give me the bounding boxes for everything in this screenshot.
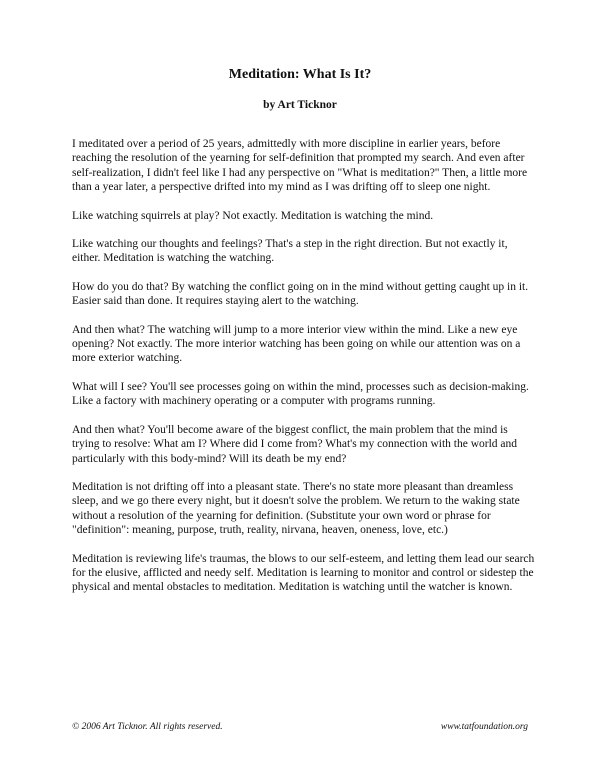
document-title: Meditation: What Is It?: [228, 67, 372, 82]
page-footer: [72, 721, 528, 733]
paragraph: Like watching our thoughts and feelings? That's a step in the right direction. But not exactly it, either. Meditation is watching the watching.: [72, 238, 508, 265]
footer-website: www.tatfoundation.org: [440, 722, 528, 732]
paragraph: I meditated over a period of 25 years, admittedly with more discipline in earlier years, before reaching the resolution of the yearning for self-definition that prompted my search. And even after self-realization, I didn't feel like I had any perspective on "What is meditation?" Then, a little more than a year later, a perspective drifted into my mind as I was drifting off to sleep one night.: [72, 138, 528, 194]
paragraph: And then what? The watching will jump to a more interior view within the mind. Like a new eye opening? Not exactly. The more interior watching has been going on while our attention was on a more exterior watching.: [72, 323, 521, 365]
paragraph: Meditation is reviewing life's traumas, the blows to our self-esteem, and letting them lead our search for the elusive, afflicted and needy self. Meditation is learning to monitor and control or sidestep the physical and mental obstacles to meditation. Meditation is watching until the watcher is known.: [72, 552, 535, 594]
paragraph: And then what? You'll become aware of the biggest conflict, the main problem that the mind is trying to resolve: What am I? Where did I come from? What's my connection with the world and particularly with this body-mind? Will its death be my end?: [72, 423, 518, 465]
footer-copyright: © 2006 Art Ticknor. All rights reserved.: [72, 722, 223, 732]
paragraph: Meditation is not drifting off into a pleasant state. There's no state more pleasant than dreamless sleep, and we go there every night, but it doesn't solve the problem. We return to the waking state without a resolution of the yearning for definition. (Substitute your own word or phrase for "definition": meaning, purpose, truth, reality, nirvana, heaven, oneness, love, etc.): [72, 480, 520, 537]
paragraph: Like watching squirrels at play? Not exactly. Meditation is watching the mind.: [72, 209, 434, 222]
document-body: [72, 137, 538, 609]
paragraph: How do you do that? By watching the conflict going on in the mind without getting caught up in it. Easier said than done. It requires staying alert to the watching.: [72, 280, 529, 308]
document-byline: by Art Ticknor: [263, 99, 337, 111]
paragraph: What will I see? You'll see processes going on within the mind, processes such as decision-making. Like a factory with machinery operating or a computer with programs running.: [72, 380, 529, 408]
